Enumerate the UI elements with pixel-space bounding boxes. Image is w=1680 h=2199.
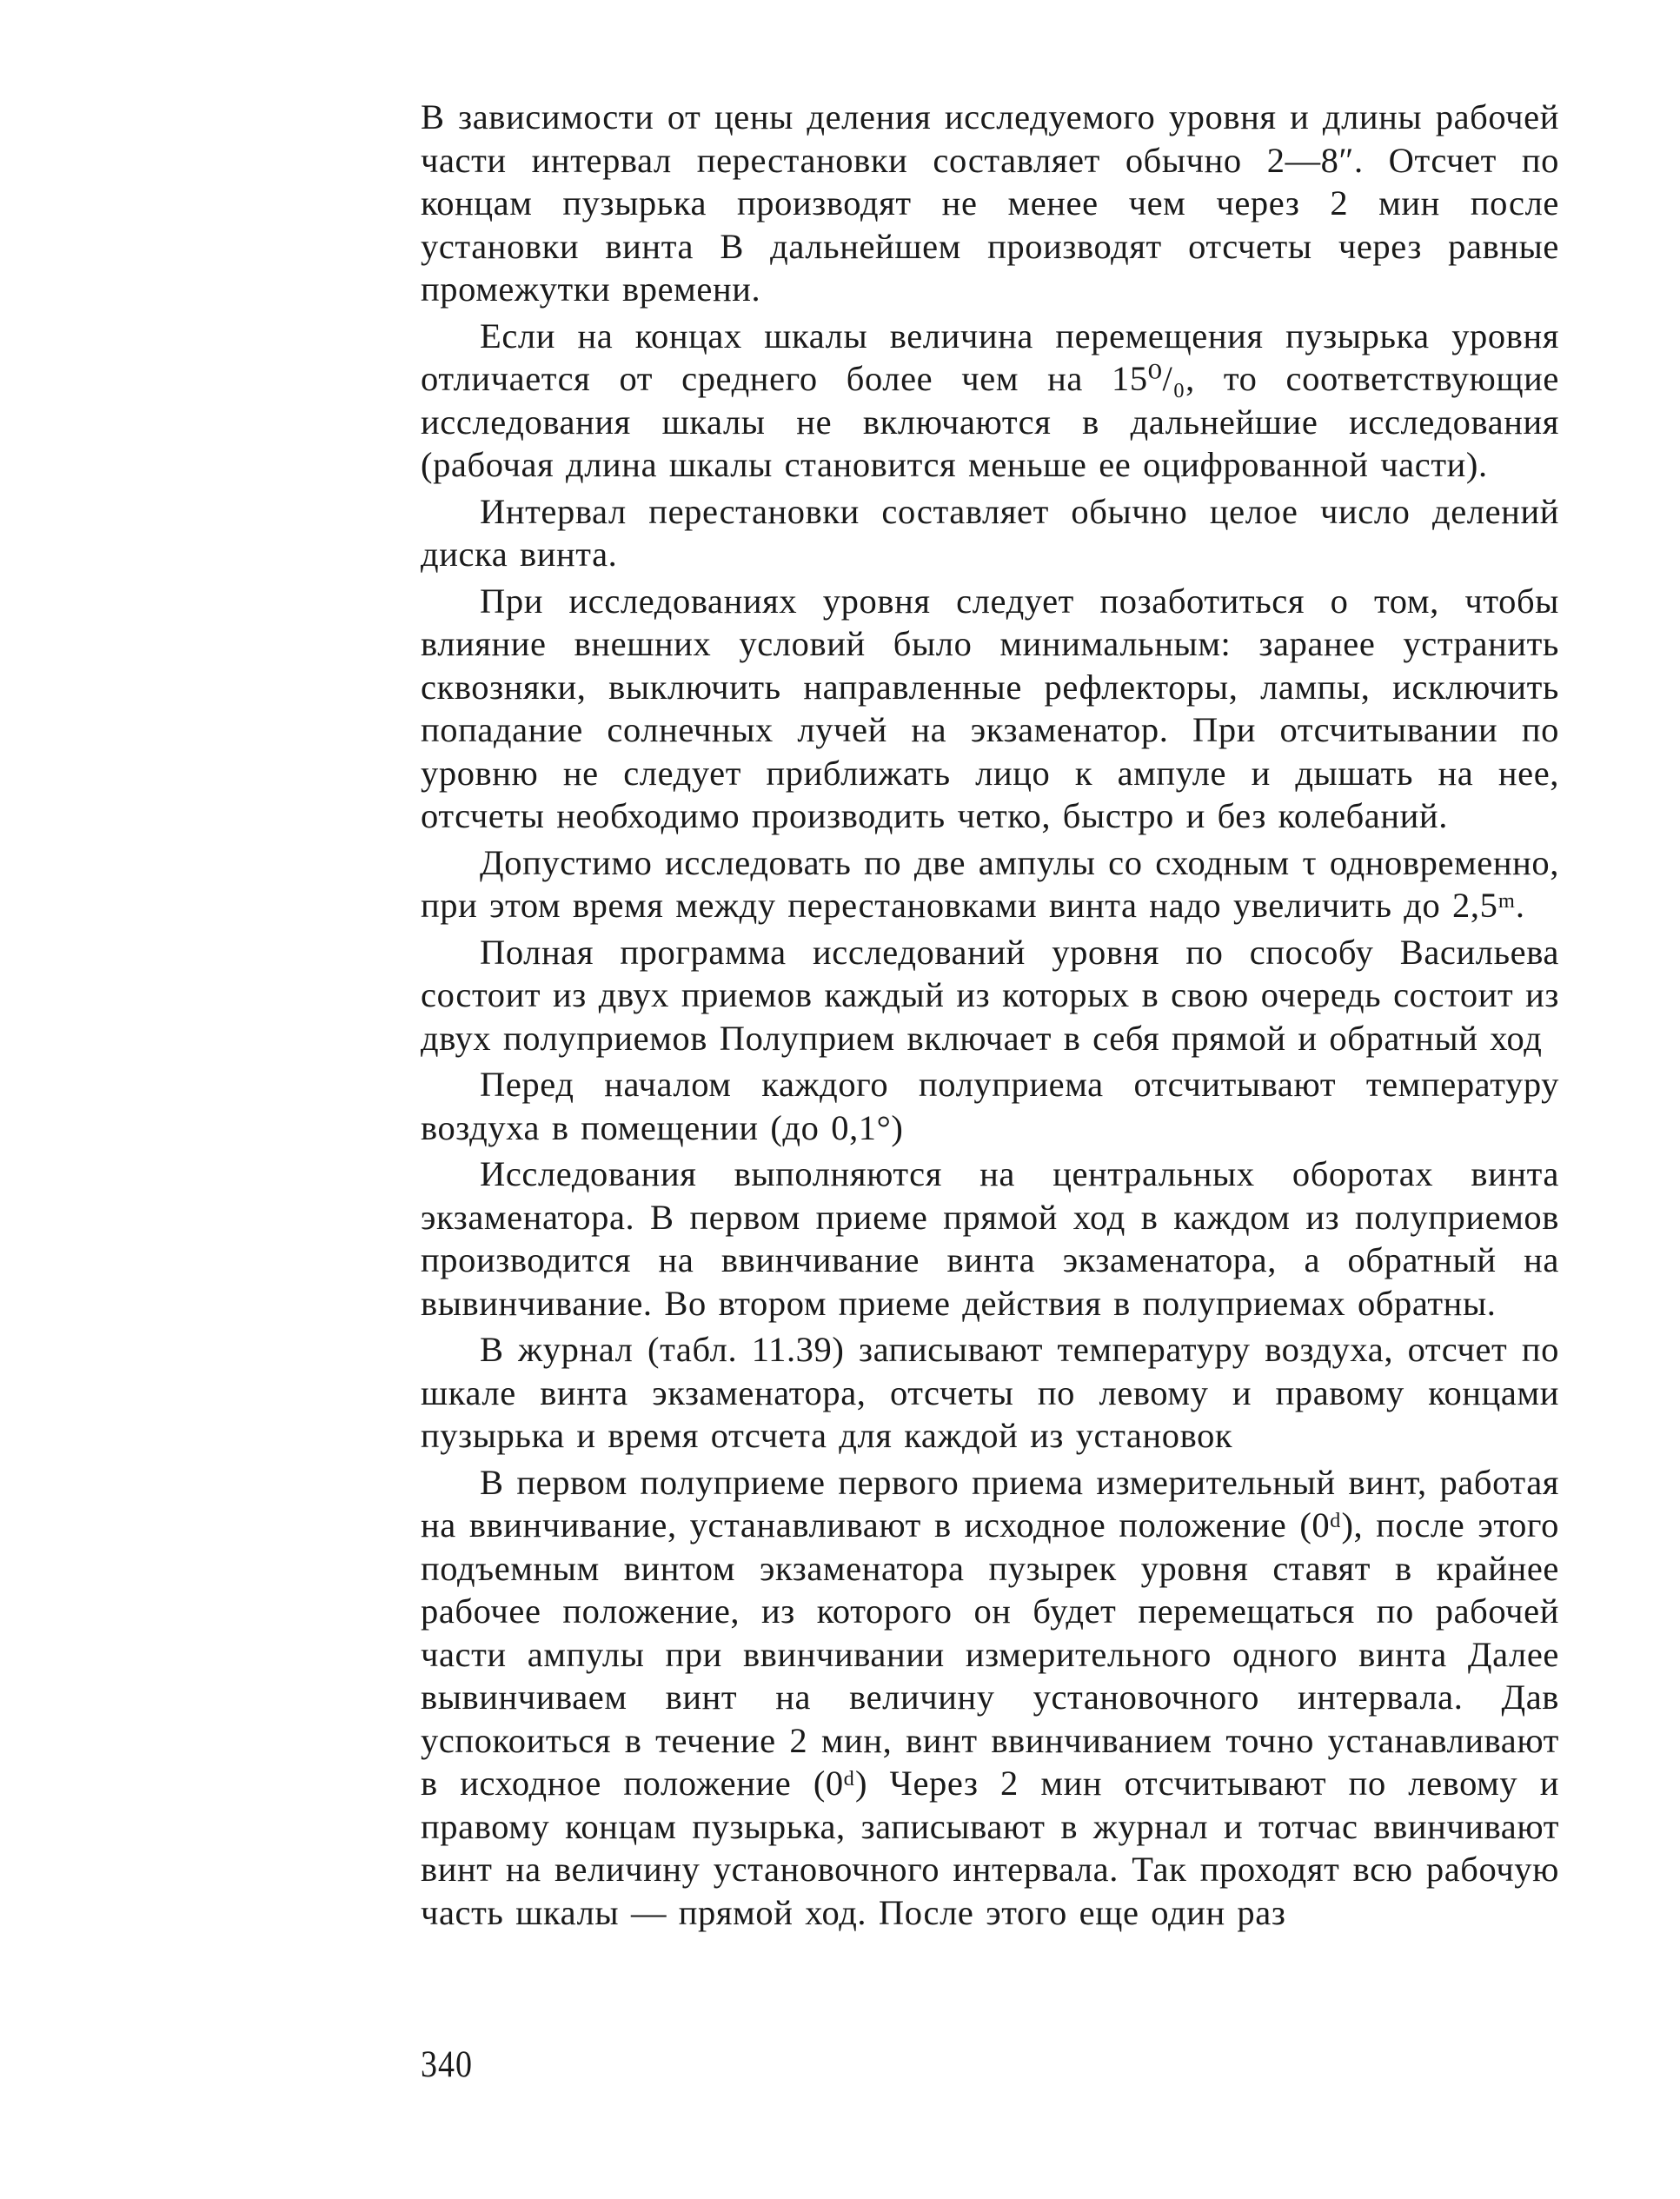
paragraph-8: Исследования выполняются на центральных оборотах винта экзаменатора. В первом приеме прямой ход в каждом из полуприемов производится на ввинчивание винта экзаменатора, а обратный на вывинчивание. Во втором приеме действия в полуприемах обратны. (421, 1154, 1559, 1323)
paragraph-3: Интервал перестановки составляет обычно целое число делений диска винта. (421, 491, 1559, 574)
paragraph-9: В журнал (табл. 11.39) записывают температуру воздуха, отсчет по шкале винта экзаменатора, отсчеты по левому и правому концами пузырька и время отсчета для каждой из установок (421, 1330, 1559, 1455)
paragraph-7: Перед началом каждого полуприема отсчитывают температуру воздуха в помещении (до 0,1°) (421, 1065, 1559, 1147)
paragraph-1: В зависимости от цены деления исследуемого уровня и длины рабочей части интервал перестановки составляет обычно 2—8″. Отсчет по концам пузырька производят не менее чем через 2 мин после установки винта В дальнейшем производят отсчеты через равные промежутки времени. (421, 97, 1559, 309)
paragraph-4: При исследованиях уровня следует позаботиться о том, чтобы влияние внешних условий было минимальным: заранее устранить сквозняки, выключить направленные рефлекторы, лампы, исключить попадание солнечных лучей на экзаменатор. При отсчитывании по уровню не следует приближать лицо к ампуле и дышать на нее, отсчеты необходимо производить четко, быстро и без колебаний. (421, 581, 1559, 835)
page-body (421, 96, 1559, 1937)
paragraph-5: Допустимо исследовать по две ампулы со сходным τ одновременно, при этом время между перестановками винта надо увеличить до 2,5ᵐ. (421, 842, 1559, 925)
paragraph-6: Полная программа исследований уровня по способу Васильева состоит из двух приемов каждый из которых в свою очередь состоит из двух полуприемов Полуприем включает в себя прямой и обратный ход (421, 932, 1559, 1058)
paragraph-2: Если на концах шкалы величина перемещения пузырька уровня отличается от среднего более чем на 15⁰/₀, то соответствующие исследования шкалы не включаются в дальнейшие исследования (рабочая длина шкалы становится меньше ее оцифрованной части). (421, 316, 1559, 484)
page-number: 340 (421, 2043, 473, 2086)
paragraph-10: В первом полуприеме первого приема измерительный винт, работая на ввинчивание, устанавливают в исходное положение (0ᵈ), после этого подъемным винтом экзаменатора пузырек уровня ставят в крайнее рабочее положение, из которого он будет перемещаться по рабочей части ампулы при ввинчивании измерительного одного винта Далее вывинчиваем винт на величину установочного интервала. Дав успокоиться в течение 2 мин, винт ввинчиванием точно устанавливают в исходное положение (0ᵈ) Через 2 мин отсчитывают по левому и правому концам пузырька, записывают в журнал и тотчас ввинчивают винт на величину установочного интервала. Так проходят всю рабочую часть шкалы — прямой ход. После этого еще один раз (421, 1462, 1559, 1932)
